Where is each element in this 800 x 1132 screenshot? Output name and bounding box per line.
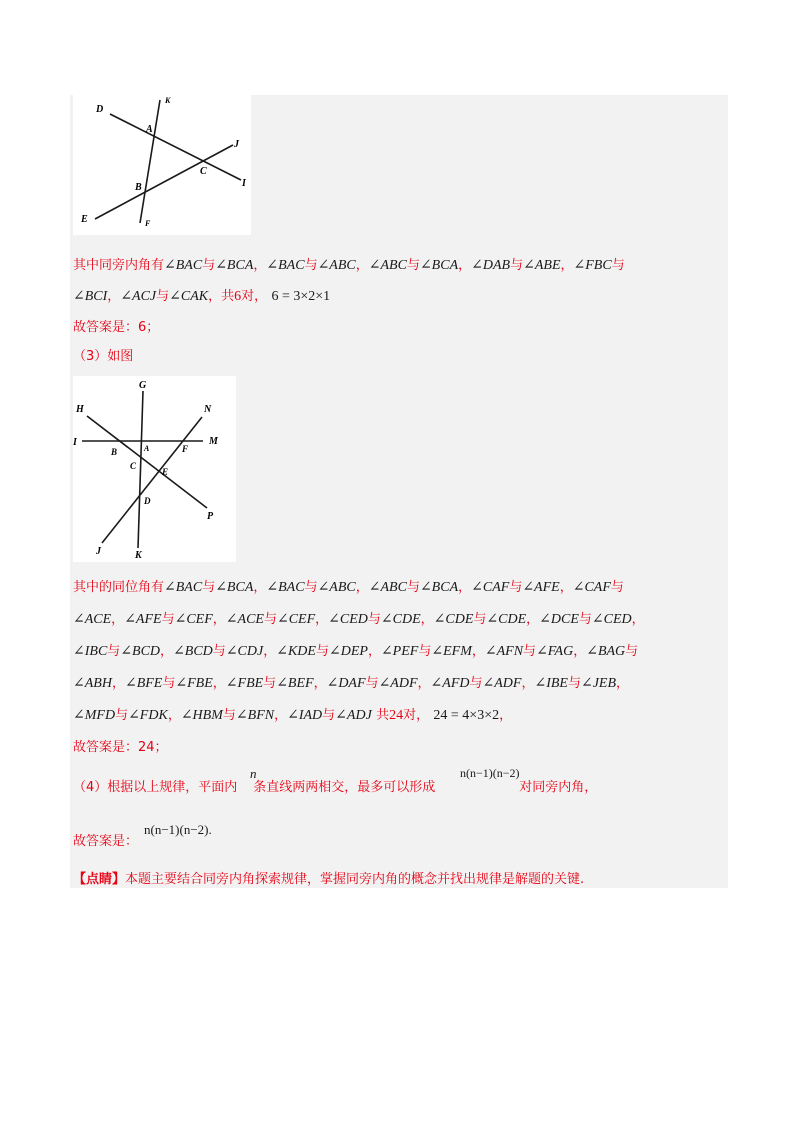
line-DI (110, 114, 241, 180)
formula-answer3: n(n−1)(n−2). (144, 822, 212, 837)
label-A: A (146, 124, 153, 135)
text-line-6: ∠ABH，∠BFE与∠FBE，∠FBE与∠BEF，∠DAF与∠ADF，∠AFD与∠ADF，∠IBE与∠JEB， (73, 676, 630, 691)
label-F: F (182, 444, 189, 454)
label-A: A (144, 444, 150, 453)
text-line-3: 其中的同位角有∠BAC与∠BCA，∠BAC与∠ABC，∠ABC与∠BCA，∠CAF与∠AFE，∠CAF与 (73, 580, 624, 595)
formula-6: 6 = 3×2×1 (271, 289, 331, 304)
text-line-7: ∠MFD与∠FDK，∠HBM与∠BFN，∠IAD与∠ADJ 共24对， 24 = 4×3×2， (73, 708, 513, 723)
label-E: E (81, 214, 88, 225)
label-K: K (165, 96, 171, 105)
label-D: D (144, 496, 151, 506)
text-line-1: 其中同旁内角有∠BAC与∠BCA，∠BAC与∠ABC，∠ABC与∠BCA，∠DAB与∠ABE，∠FBC与 (73, 258, 625, 273)
label-E: E (162, 467, 169, 477)
answer-1: 故答案是：6； (73, 320, 160, 335)
formula-24: 24 = 4×3×2 (433, 708, 500, 723)
part-4-text: （4）根据以上规律，平面内 条直线两两相交，最多可以形成 对同旁内角， (73, 780, 598, 795)
line-EJ (95, 145, 233, 219)
label-C: C (130, 461, 137, 471)
label-J: J (96, 546, 101, 557)
label-J: J (234, 139, 239, 150)
text-line-4: ∠ACE，∠AFE与∠CEF，∠ACE与∠CEF，∠CED与∠CDE，∠CDE与∠CDE，∠DCE与∠CED， (73, 612, 645, 627)
part-3-heading: （3）如图 (73, 349, 134, 364)
line-KF (140, 100, 160, 223)
text-line-2: ∠BCI，∠ACJ与∠CAK，共6对， 6 = 3×2×1 (73, 289, 331, 304)
line-NJ (102, 417, 202, 543)
label-N: N (204, 404, 212, 415)
label-F: F (145, 219, 151, 228)
figure-three-lines (73, 95, 251, 235)
text-line-5: ∠IBC与∠BCD，∠BCD与∠CDJ，∠KDE与∠DEP，∠PEF与∠EFM，∠AFN与∠FAG，∠BAG与 (73, 644, 639, 659)
label-M: M (209, 436, 218, 447)
label-K: K (135, 550, 142, 561)
formula-part4: n(n−1)(n−2) (460, 766, 520, 780)
label-B: B (111, 447, 118, 457)
label-I: I (242, 178, 246, 189)
answer-3: 故答案是： (73, 834, 139, 849)
figure-four-lines (73, 376, 236, 562)
label-H: H (76, 404, 84, 415)
line-HP (87, 416, 207, 508)
label-G: G (139, 380, 147, 391)
label-B: B (135, 182, 142, 193)
answer-2: 故答案是：24； (73, 740, 168, 755)
label-I: I (73, 437, 77, 448)
variable-n: n (250, 766, 257, 781)
comment-line: 【点睛】本题主要结合同旁内角探索规律，掌握同旁内角的概念并找出规律是解题的关键. (73, 872, 585, 887)
comment-tag: 【点睛】 (73, 872, 126, 887)
line-GK (138, 391, 143, 548)
label-C: C (200, 166, 207, 177)
label-P: P (207, 511, 214, 522)
label-D: D (96, 104, 104, 115)
